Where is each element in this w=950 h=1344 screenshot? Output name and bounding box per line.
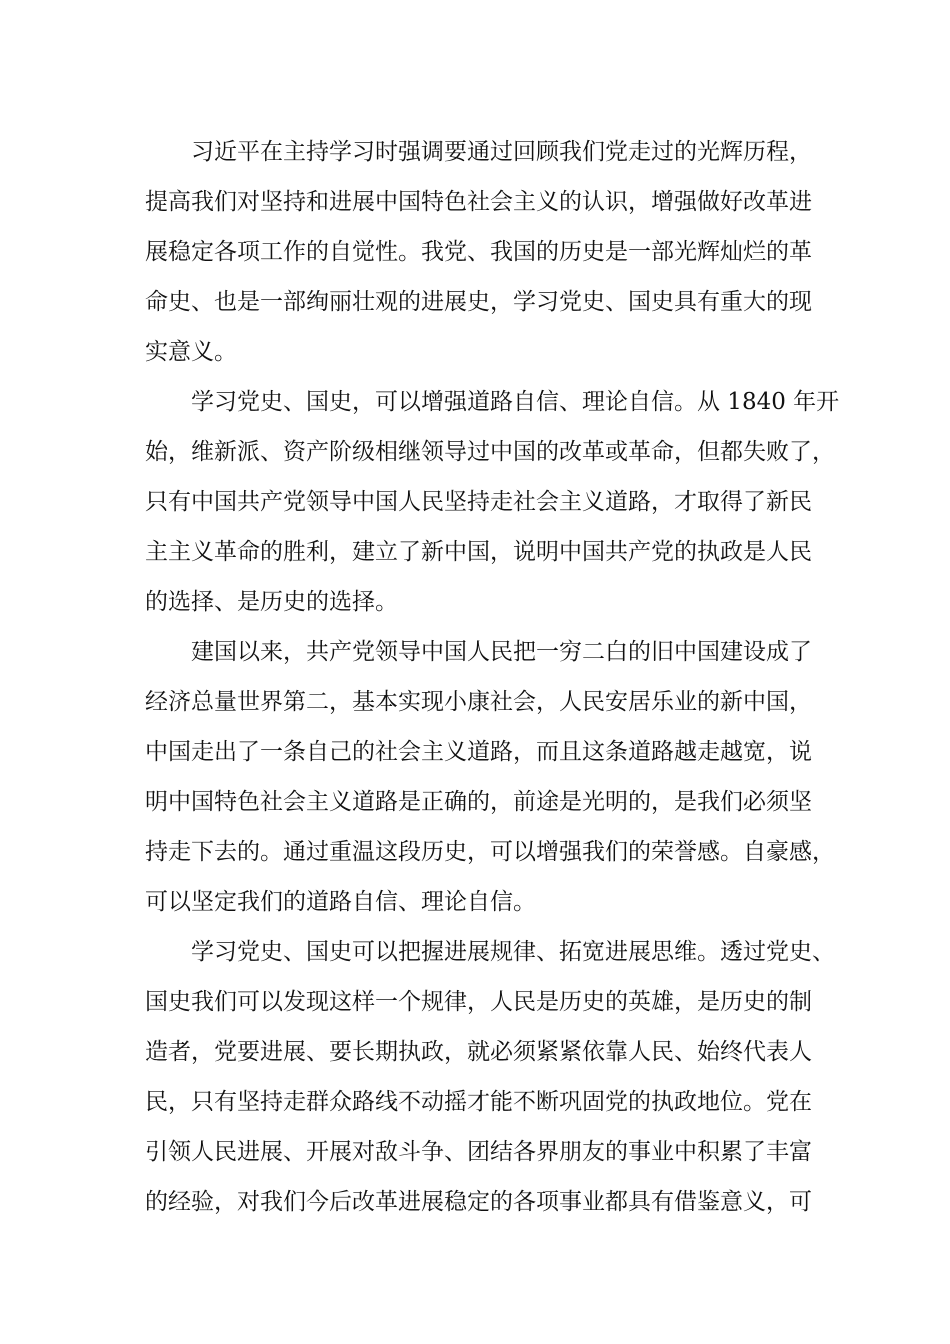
paragraph-1 bbox=[145, 127, 830, 377]
text-line: 命史、也是一部绚丽壮观的进展史，学习党史、国史具有重大的现 bbox=[145, 289, 812, 315]
text-line: 只有中国共产党领导中国人民坚持走社会主义道路，才取得了新民 bbox=[145, 489, 812, 515]
text-line: 展稳定各项工作的自觉性。我党、我国的历史是一部光辉灿烂的革 bbox=[145, 239, 812, 265]
text-line: 习近平在主持学习时强调要通过回顾我们党走过的光辉历程， bbox=[191, 139, 812, 165]
text-line: 明中国特色社会主义道路是正确的，前途是光明的，是我们必须坚 bbox=[145, 789, 812, 815]
text-line: 的选择、是历史的选择。 bbox=[145, 589, 398, 615]
text-line: 实意义。 bbox=[145, 339, 237, 365]
text-line: 经济总量世界第二，基本实现小康社会，人民安居乐业的新中国， bbox=[145, 689, 812, 715]
text-line: 引领人民进展、开展对敌斗争、团结各界朋友的事业中积累了丰富 bbox=[145, 1139, 812, 1165]
text-line: 建国以来，共产党领导中国人民把一穷二白的旧中国建设成了 bbox=[191, 639, 812, 665]
text-line: 始，维新派、资产阶级相继领导过中国的改革或革命，但都失败了， bbox=[145, 439, 835, 465]
paragraph-4 bbox=[145, 927, 835, 1227]
paragraph-2 bbox=[145, 377, 840, 627]
text-line: 主主义革命的胜利，建立了新中国，说明中国共产党的执政是人民 bbox=[145, 539, 812, 565]
text-line: 造者，党要进展、要长期执政，就必须紧紧依靠人民、始终代表人 bbox=[145, 1039, 812, 1065]
text-line: 提高我们对坚持和进展中国特色社会主义的认识，增强做好改革进 bbox=[145, 189, 812, 215]
text-line: 学习党史、国史，可以增强道路自信、理论自信。从 1840 年开 bbox=[191, 389, 840, 415]
text-line: 持走下去的。通过重温这段历史，可以增强我们的荣誉感。自豪感， bbox=[145, 839, 835, 865]
text-line: 的经验，对我们今后改革进展稳定的各项事业都具有借鉴意义，可 bbox=[145, 1189, 812, 1215]
text-line: 中国走出了一条自己的社会主义道路，而且这条道路越走越宽，说 bbox=[145, 739, 812, 765]
document-body bbox=[145, 127, 840, 1227]
text-line: 民，只有坚持走群众路线不动摇才能不断巩固党的执政地位。党在 bbox=[145, 1089, 812, 1115]
text-line: 可以坚定我们的道路自信、理论自信。 bbox=[145, 889, 536, 915]
text-line: 学习党史、国史可以把握进展规律、拓宽进展思维。透过党史、 bbox=[191, 939, 835, 965]
paragraph-3 bbox=[145, 627, 835, 927]
text-line: 国史我们可以发现这样一个规律，人民是历史的英雄，是历史的制 bbox=[145, 989, 812, 1015]
